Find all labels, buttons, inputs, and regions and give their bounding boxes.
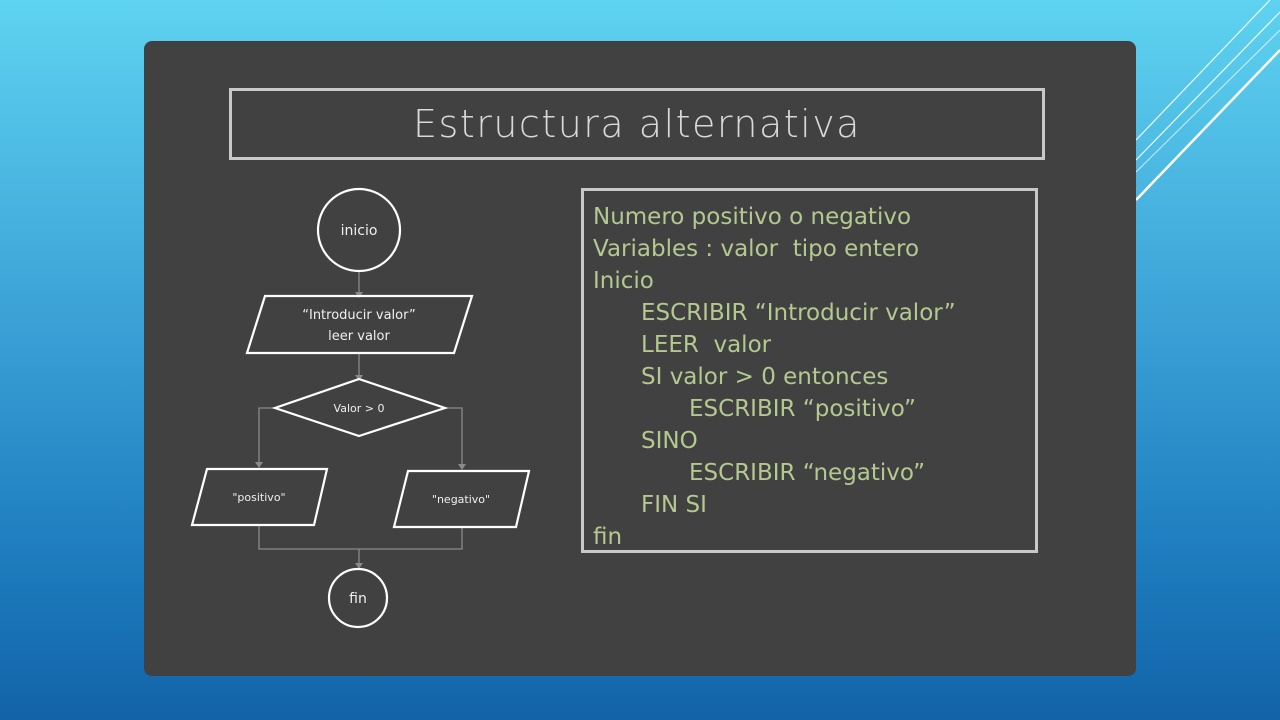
pseudocode-line: SINO bbox=[641, 428, 698, 454]
pseudocode-line: Variables : valor tipo entero bbox=[593, 236, 920, 262]
pseudocode-line: FIN SI bbox=[641, 492, 707, 518]
pseudocode-box bbox=[581, 188, 1038, 553]
pseudocode-line: SI valor > 0 entonces bbox=[641, 364, 889, 390]
arrowhead-positive bbox=[255, 462, 263, 468]
slide-title: Estructura alternativa bbox=[413, 102, 861, 146]
negative-output-label: "negativo" bbox=[431, 493, 491, 506]
start-label: inicio bbox=[340, 223, 378, 239]
pseudocode-line: Numero positivo o negativo bbox=[593, 204, 912, 230]
pseudocode-line: Inicio bbox=[593, 268, 654, 294]
positive-output-label: "positivo" bbox=[232, 491, 286, 504]
arrowhead-negative bbox=[458, 464, 466, 470]
connector-decision-to-positive bbox=[259, 408, 275, 466]
input-label-line1: “Introducir valor” bbox=[302, 308, 416, 323]
input-shape bbox=[247, 296, 472, 353]
chalkboard-panel bbox=[144, 41, 1136, 676]
input-label-line2: leer valor bbox=[328, 329, 390, 344]
connector-decision-to-negative bbox=[445, 408, 462, 468]
pseudocode-line: fin bbox=[593, 524, 623, 550]
pseudocode-line: ESCRIBIR “Introducir valor” bbox=[641, 300, 956, 326]
connector-merge bbox=[259, 525, 462, 549]
pseudocode-line: ESCRIBIR “positivo” bbox=[689, 396, 916, 422]
pseudocode-line: ESCRIBIR “negativo” bbox=[689, 460, 926, 486]
end-label: fin bbox=[349, 591, 367, 607]
pseudocode-line: LEER valor bbox=[641, 332, 772, 358]
decorative-diagonal-lines bbox=[1120, 0, 1280, 220]
decision-label: Valor > 0 bbox=[333, 402, 385, 415]
